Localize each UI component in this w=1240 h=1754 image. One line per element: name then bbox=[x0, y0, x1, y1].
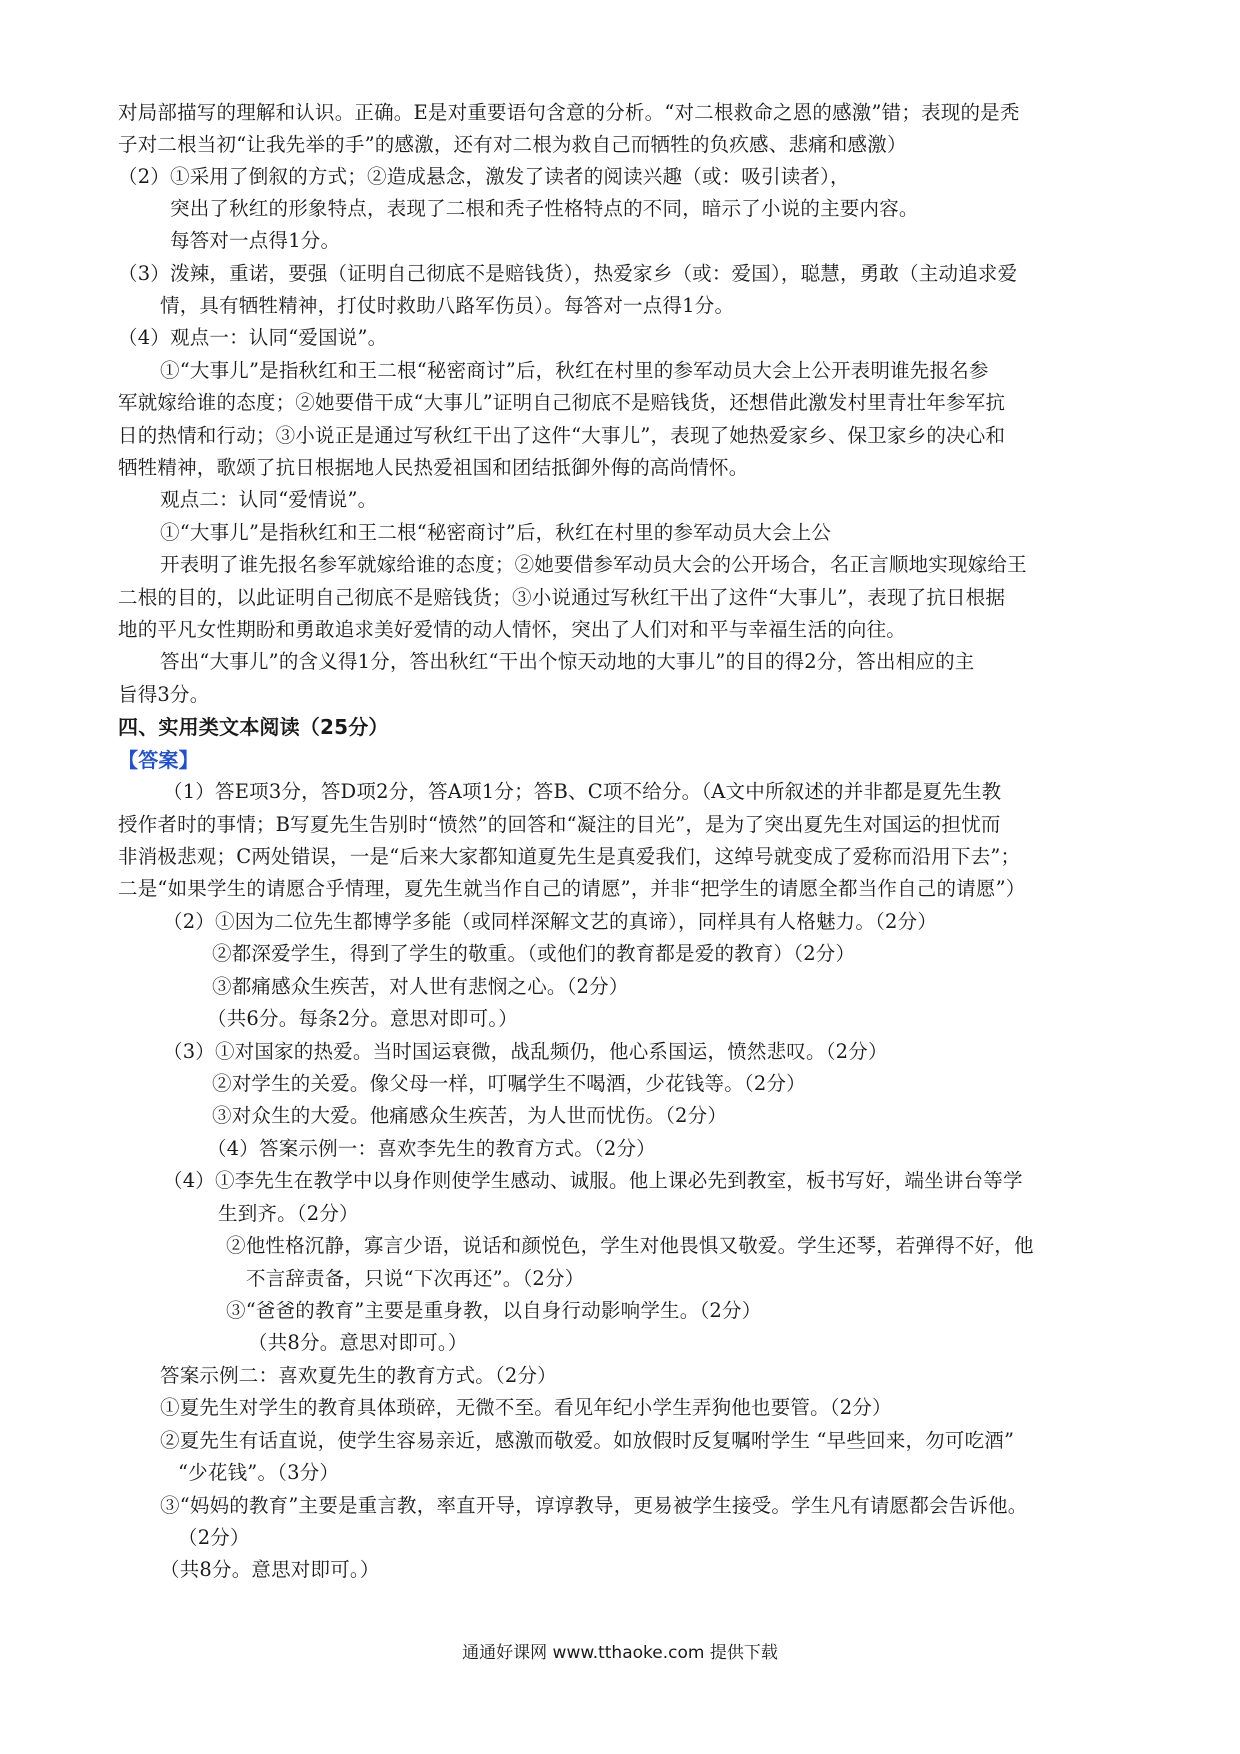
text-line: 对局部描写的理解和认识。正确。E是对重要语句含意的分析。“对二根救命之恩的感激”错；表现的是秃 bbox=[118, 101, 1020, 124]
text-line: 地的平凡女性期盼和勇敢追求美好爱情的动人情怀，突出了人们对和平与幸福生活的向往。 bbox=[118, 618, 907, 641]
text-line: （3）①对国家的热爱。当时国运衰微，战乱频仍，他心系国运，愤然悲叹。（2分） bbox=[163, 1040, 888, 1063]
text-line: 旨得3分。 bbox=[118, 683, 210, 706]
text-line: ①“大事儿”是指秋红和王二根“秘密商讨”后，秋红在村里的参军动员大会上公 bbox=[160, 521, 832, 544]
text-line: ②对学生的关爱。像父母一样，叮嘱学生不喝酒，少花钱等。（2分） bbox=[212, 1072, 806, 1095]
text-line: （4）①李先生在教学中以身作则使学生感动、诚服。他上课必先到教室，板书写好，端坐讲台等学 bbox=[163, 1169, 1023, 1192]
text-line: 二是“如果学生的请愿合乎情理，夏先生就当作自己的请愿”，并非“把学生的请愿全都当作自己的请愿”） bbox=[118, 877, 1026, 900]
text-line: ③都痛感众生疾苦，对人世有悲悯之心。（2分） bbox=[212, 975, 629, 998]
text-line: （共6分。每条2分。意思对即可。） bbox=[207, 1007, 518, 1030]
text-line: 牺牲精神，歌颂了抗日根据地人民热爱祖国和团结抵御外侮的高尚情怀。 bbox=[118, 456, 749, 479]
text-line: 二根的目的，以此证明自己彻底不是赔钱货；③小说通过写秋红干出了这件“大事儿”，表现了抗日根据 bbox=[118, 586, 1006, 609]
text-line: （1）答E项3分，答D项2分，答A项1分；答B、C项不给分。（A文中所叙述的并非都是夏先生教 bbox=[163, 780, 1002, 803]
text-line: ②夏先生有话直说，使学生容易亲近，感激而敬爱。如放假时反复嘱咐学生 “早些回来，勿可吃酒” bbox=[160, 1429, 1015, 1452]
text-line: （2分） bbox=[178, 1526, 250, 1549]
text-line: 每答对一点得1分。 bbox=[170, 229, 341, 252]
text-line: ③“妈妈的教育”主要是重言教，率直开导，谆谆教导，更易被学生接受。学生凡有请愿都会告诉他。 bbox=[160, 1494, 1028, 1517]
text-line: ②他性格沉静，寡言少语，说话和颜悦色，学生对他畏惧又敬爱。学生还琴，若弹得不好，他 bbox=[226, 1234, 1034, 1257]
text-line: 突出了秋红的形象特点，表现了二根和秃子性格特点的不同，暗示了小说的主要内容。 bbox=[170, 197, 919, 220]
text-line: 日的热情和行动；③小说正是通过写秋红干出了这件“大事儿”，表现了她热爱家乡、保卫家乡的决心和 bbox=[118, 424, 1006, 447]
text-line: （4）答案示例一：喜欢李先生的教育方式。（2分） bbox=[207, 1137, 656, 1160]
text-line: ①夏先生对学生的教育具体琐碎，无微不至。看见年纪小学生弄狗他也要管。（2分） bbox=[160, 1396, 892, 1419]
text-line: （3）泼辣，重诺，要强（证明自己彻底不是赔钱货），热爱家乡（或：爱国），聪慧，勇敢（主动追求爱 bbox=[118, 262, 1018, 285]
text-line: 子对二根当初“让我先举的手”的感激，还有对二根为救自己而牺牲的负疚感、悲痛和感激） bbox=[118, 133, 907, 156]
text-line: 授作者时的事情；B写夏先生告别时“愤然”的回答和“凝注的目光”，是为了突出夏先生对国运的担忧而 bbox=[118, 813, 1001, 836]
text-line: “少花钱”。（3分） bbox=[178, 1461, 340, 1484]
text-line: 开表明了谁先报名参军就嫁给谁的态度；②她要借参军动员大会的公开场合，名正言顺地实现嫁给王 bbox=[160, 553, 1027, 576]
text-line: ①“大事儿”是指秋红和王二根“秘密商讨”后，秋红在村里的参军动员大会上公开表明谁先报名参 bbox=[160, 359, 989, 382]
answer-tag: 【答案】 bbox=[118, 748, 199, 772]
section-heading: 四、实用类文本阅读（25分） bbox=[118, 715, 389, 739]
text-line: ③对众生的大爱。他痛感众生疾苦，为人世而忧伤。（2分） bbox=[212, 1104, 728, 1127]
text-line: 不言辞责备，只说“下次再还”。（2分） bbox=[246, 1267, 585, 1290]
text-line: ③“爸爸的教育”主要是重身教，以自身行动影响学生。（2分） bbox=[226, 1299, 762, 1322]
text-line: （共8分。意思对即可。） bbox=[160, 1558, 380, 1581]
text-line: 生到齐。（2分） bbox=[218, 1202, 359, 1225]
text-line: 情，具有牺牲精神，打仗时救助八路军伤员）。每答对一点得1分。 bbox=[160, 294, 735, 317]
text-line: 答案示例二：喜欢夏先生的教育方式。（2分） bbox=[160, 1364, 557, 1387]
text-line: 非消极悲观；C两处错误，一是“后来大家都知道夏先生是真爱我们，这绰号就变成了爱称而沿用下去”； bbox=[118, 845, 1021, 868]
text-line: （共8分。意思对即可。） bbox=[248, 1331, 468, 1354]
text-line: （4）观点一：认同“爱国说”。 bbox=[118, 326, 388, 349]
text-line: ②都深爱学生，得到了学生的敬重。（或他们的教育都是爱的教育）（2分） bbox=[212, 942, 856, 965]
text-line: （2）①因为二位先生都博学多能（或同样深解文艺的真谛），同样具有人格魅力。（2分） bbox=[163, 910, 938, 933]
page-footer: 通通好课网 www.tthaoke.com 提供下载 bbox=[462, 1643, 778, 1663]
text-line: （2）①采用了倒叙的方式；②造成悬念，激发了读者的阅读兴趣（或：吸引读者）， bbox=[118, 165, 850, 188]
text-line: 观点二：认同“爱情说”。 bbox=[160, 488, 378, 511]
text-line: 答出“大事儿”的含义得1分，答出秋红“干出个惊天动地的大事儿”的目的得2分，答出相应的主 bbox=[160, 650, 975, 673]
text-line: 军就嫁给谁的态度；②她要借干成“大事儿”证明自己彻底不是赔钱货，还想借此激发村里青壮年参军抗 bbox=[118, 391, 1006, 414]
